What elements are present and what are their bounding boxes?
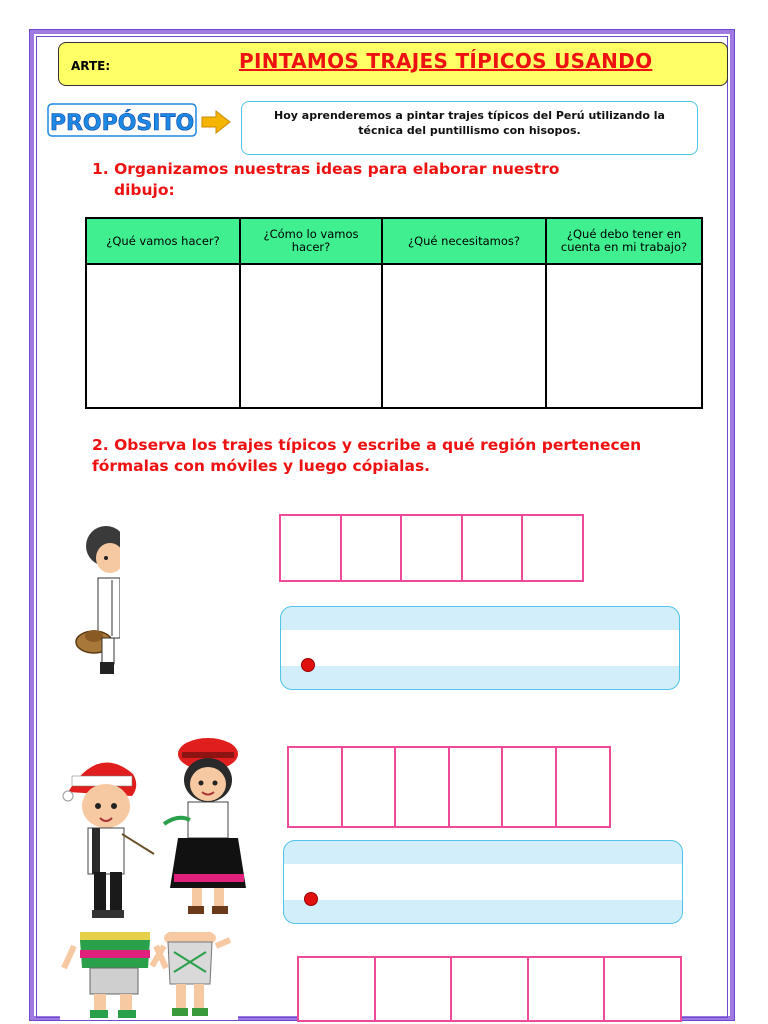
letter-box[interactable]: [501, 746, 557, 828]
letter-box[interactable]: [527, 956, 606, 1022]
costume-figure-andean-children: [58, 734, 256, 932]
letter-boxes-row-1: [279, 514, 584, 582]
costume-figure-coast-boy: [72, 516, 120, 678]
section-2-heading: [92, 435, 732, 477]
answer-cell[interactable]: [546, 264, 702, 408]
letter-box[interactable]: [287, 746, 343, 828]
table-header-row: [86, 218, 702, 264]
column-header: ¿Qué necesitamos?: [382, 218, 546, 264]
letter-box[interactable]: [341, 746, 397, 828]
page-title: PINTAMOS TRAJES TÍPICOS USANDO: [239, 49, 653, 73]
letter-box[interactable]: [340, 514, 403, 582]
letter-box[interactable]: [521, 514, 584, 582]
start-dot-icon: [301, 658, 315, 672]
column-header: ¿Cómo lo vamos hacer?: [240, 218, 382, 264]
letter-boxes-row-2: [287, 746, 611, 828]
column-header: ¿Qué debo tener en cuenta en mi trabajo?: [546, 218, 702, 264]
arrow-right-icon: [200, 109, 232, 135]
proposito-badge: [46, 100, 198, 140]
answer-cell[interactable]: [382, 264, 546, 408]
letter-box[interactable]: [297, 956, 376, 1022]
section-1-heading-line2: dibujo:: [114, 181, 175, 199]
section-2-heading-line2: fórmalas con móviles y luego cópialas.: [92, 457, 431, 475]
letter-boxes-row-3: [297, 956, 682, 1022]
purpose-text: Hoy aprenderemos a pintar trajes típicos del Perú utilizando la técnica del puntillismo con hisopos.: [274, 109, 665, 137]
subject-label: ARTE:: [71, 59, 111, 73]
planning-table: [85, 217, 703, 409]
costume-figure-jungle-children: [60, 932, 238, 1020]
section-2-heading-line1: 2. Observa los trajes típicos y escribe a qué región pertenecen: [92, 436, 642, 454]
letter-box[interactable]: [461, 514, 524, 582]
letter-box[interactable]: [448, 746, 504, 828]
letter-box[interactable]: [603, 956, 682, 1022]
header-banner: [58, 42, 728, 86]
purpose-text-box: [241, 101, 698, 155]
letter-box[interactable]: [555, 746, 611, 828]
answer-writing-bar-2[interactable]: [283, 840, 683, 924]
answer-cell[interactable]: [86, 264, 240, 408]
section-1-heading-line1: 1. Organizamos nuestras ideas para elaborar nuestro: [92, 160, 560, 178]
letter-box[interactable]: [450, 956, 529, 1022]
table-answer-row: [86, 264, 702, 408]
proposito-badge-label: PROPÓSITO: [49, 111, 195, 136]
letter-box[interactable]: [400, 514, 463, 582]
letter-box[interactable]: [279, 514, 342, 582]
letter-box[interactable]: [374, 956, 453, 1022]
letter-box[interactable]: [394, 746, 450, 828]
column-header: ¿Qué vamos hacer?: [86, 218, 240, 264]
section-1-heading: [92, 159, 559, 201]
start-dot-icon: [304, 892, 318, 906]
answer-writing-bar-1[interactable]: [280, 606, 680, 690]
answer-cell[interactable]: [240, 264, 382, 408]
